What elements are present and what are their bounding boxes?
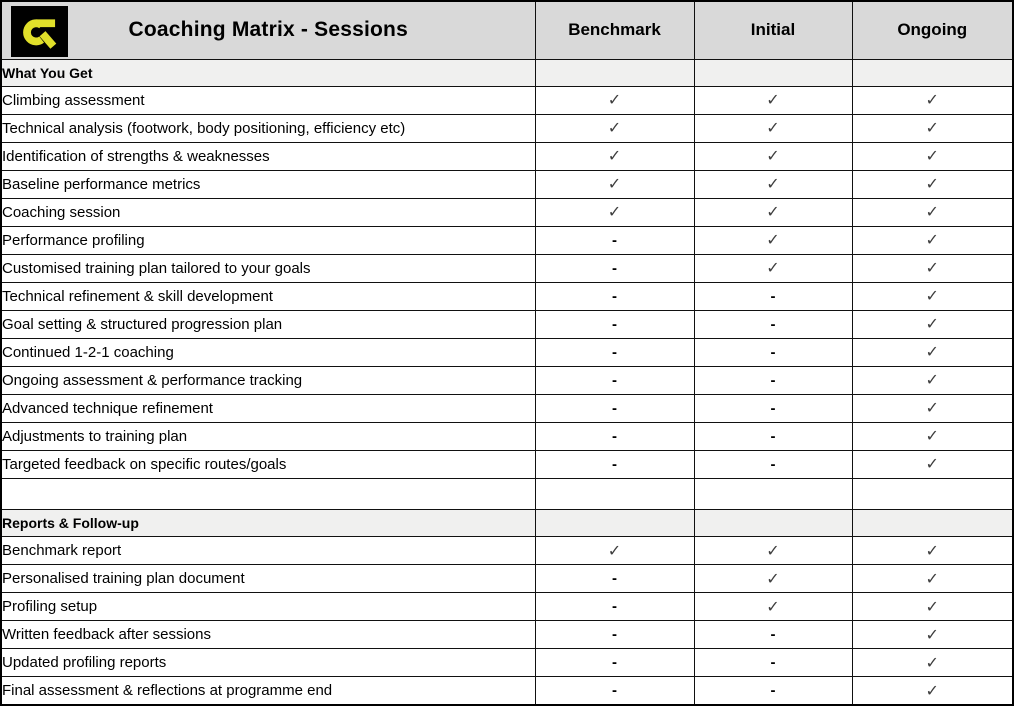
mark-cell: ✓ [694, 170, 852, 198]
mark-cell: ✓ [694, 565, 852, 593]
row-label: Advanced technique refinement [1, 394, 535, 422]
mark-cell: - [535, 338, 694, 366]
row-label: Baseline performance metrics [1, 170, 535, 198]
table-row [1, 450, 1013, 478]
mark-cell: ✓ [852, 649, 1013, 677]
section-header-row-reports-follow-up [1, 510, 1013, 537]
mark-cell: - [694, 677, 852, 705]
mark-cell: ✓ [852, 677, 1013, 705]
row-label: Continued 1-2-1 coaching [1, 338, 535, 366]
row-label: Identification of strengths & weaknesses [1, 142, 535, 170]
mark-cell: - [694, 394, 852, 422]
section-header-label: Reports & Follow-up [1, 510, 535, 537]
mark-cell: - [535, 310, 694, 338]
table-row [1, 649, 1013, 677]
mark-cell: - [535, 254, 694, 282]
table-row [1, 254, 1013, 282]
spacer-cell [535, 478, 694, 509]
mark-cell: ✓ [535, 170, 694, 198]
mark-cell: ✓ [852, 593, 1013, 621]
title-cell [1, 1, 535, 59]
table-row [1, 593, 1013, 621]
table-header-row [1, 1, 1013, 59]
row-label: Targeted feedback on specific routes/goals [1, 450, 535, 478]
spacer-cell [694, 478, 852, 509]
page-title: Coaching Matrix - Sessions [128, 18, 408, 42]
mark-cell: ✓ [852, 537, 1013, 565]
mark-cell: ✓ [852, 621, 1013, 649]
mark-cell: ✓ [694, 198, 852, 226]
mark-cell: ✓ [535, 86, 694, 114]
mark-cell: ✓ [535, 537, 694, 565]
mark-cell: ✓ [694, 254, 852, 282]
mark-cell: ✓ [852, 254, 1013, 282]
section-empty-cell [694, 510, 852, 537]
mark-cell: ✓ [852, 226, 1013, 254]
mark-cell: - [535, 282, 694, 310]
mark-cell: - [694, 366, 852, 394]
row-label: Benchmark report [1, 537, 535, 565]
mark-cell: - [694, 282, 852, 310]
mark-cell: - [694, 450, 852, 478]
mark-cell: ✓ [852, 282, 1013, 310]
mark-cell: - [535, 422, 694, 450]
section-header-label: What You Get [1, 59, 535, 86]
column-header-benchmark: Benchmark [535, 1, 694, 59]
row-label: Climbing assessment [1, 86, 535, 114]
mark-cell: - [694, 338, 852, 366]
row-label: Coaching session [1, 198, 535, 226]
mark-cell: - [535, 593, 694, 621]
row-label: Personalised training plan document [1, 565, 535, 593]
mark-cell: ✓ [852, 450, 1013, 478]
mark-cell: ✓ [535, 142, 694, 170]
mark-cell: ✓ [852, 366, 1013, 394]
brand-logo-icon [11, 6, 68, 57]
table-row [1, 114, 1013, 142]
table-row [1, 310, 1013, 338]
mark-cell: ✓ [852, 198, 1013, 226]
mark-cell: ✓ [852, 142, 1013, 170]
section-empty-cell [852, 510, 1013, 537]
mark-cell: ✓ [852, 86, 1013, 114]
row-label: Final assessment & reflections at programme end [1, 677, 535, 705]
mark-cell: - [535, 366, 694, 394]
mark-cell: ✓ [852, 394, 1013, 422]
mark-cell: ✓ [694, 537, 852, 565]
table-row [1, 226, 1013, 254]
section-header-row-what-you-get [1, 59, 1013, 86]
row-label: Technical analysis (footwork, body positioning, efficiency etc) [1, 114, 535, 142]
row-label: Written feedback after sessions [1, 621, 535, 649]
table-row [1, 677, 1013, 705]
table-row [1, 565, 1013, 593]
mark-cell: - [694, 422, 852, 450]
row-label: Performance profiling [1, 226, 535, 254]
mark-cell: ✓ [852, 170, 1013, 198]
mark-cell: ✓ [694, 86, 852, 114]
table-row [1, 142, 1013, 170]
mark-cell: - [694, 310, 852, 338]
row-label: Adjustments to training plan [1, 422, 535, 450]
spacer-cell [852, 478, 1013, 509]
table-row [1, 198, 1013, 226]
mark-cell: - [535, 226, 694, 254]
table-row [1, 422, 1013, 450]
mark-cell: - [535, 450, 694, 478]
row-label: Profiling setup [1, 593, 535, 621]
mark-cell: ✓ [694, 226, 852, 254]
table-row [1, 366, 1013, 394]
mark-cell: ✓ [535, 114, 694, 142]
section-empty-cell [535, 59, 694, 86]
table-row [1, 86, 1013, 114]
section-empty-cell [694, 59, 852, 86]
mark-cell: - [694, 649, 852, 677]
mark-cell: - [535, 621, 694, 649]
mark-cell: - [535, 565, 694, 593]
spacer-row [1, 478, 1013, 509]
mark-cell: ✓ [694, 593, 852, 621]
row-label: Ongoing assessment & performance tracking [1, 366, 535, 394]
spacer-cell [1, 478, 535, 509]
mark-cell: ✓ [852, 338, 1013, 366]
mark-cell: - [535, 677, 694, 705]
mark-cell: ✓ [852, 114, 1013, 142]
mark-cell: ✓ [694, 114, 852, 142]
section-empty-cell [852, 59, 1013, 86]
table-row [1, 394, 1013, 422]
table-row [1, 621, 1013, 649]
mark-cell: ✓ [852, 422, 1013, 450]
column-header-ongoing: Ongoing [852, 1, 1013, 59]
mark-cell: - [694, 621, 852, 649]
table-row [1, 282, 1013, 310]
table-row [1, 537, 1013, 565]
table-row [1, 170, 1013, 198]
row-label: Goal setting & structured progression plan [1, 310, 535, 338]
row-label: Customised training plan tailored to your goals [1, 254, 535, 282]
mark-cell: - [535, 649, 694, 677]
mark-cell: ✓ [852, 310, 1013, 338]
mark-cell: ✓ [535, 198, 694, 226]
mark-cell: ✓ [694, 142, 852, 170]
row-label: Technical refinement & skill development [1, 282, 535, 310]
mark-cell: ✓ [852, 565, 1013, 593]
column-header-initial: Initial [694, 1, 852, 59]
mark-cell: - [535, 394, 694, 422]
row-label: Updated profiling reports [1, 649, 535, 677]
table-row [1, 338, 1013, 366]
section-empty-cell [535, 510, 694, 537]
